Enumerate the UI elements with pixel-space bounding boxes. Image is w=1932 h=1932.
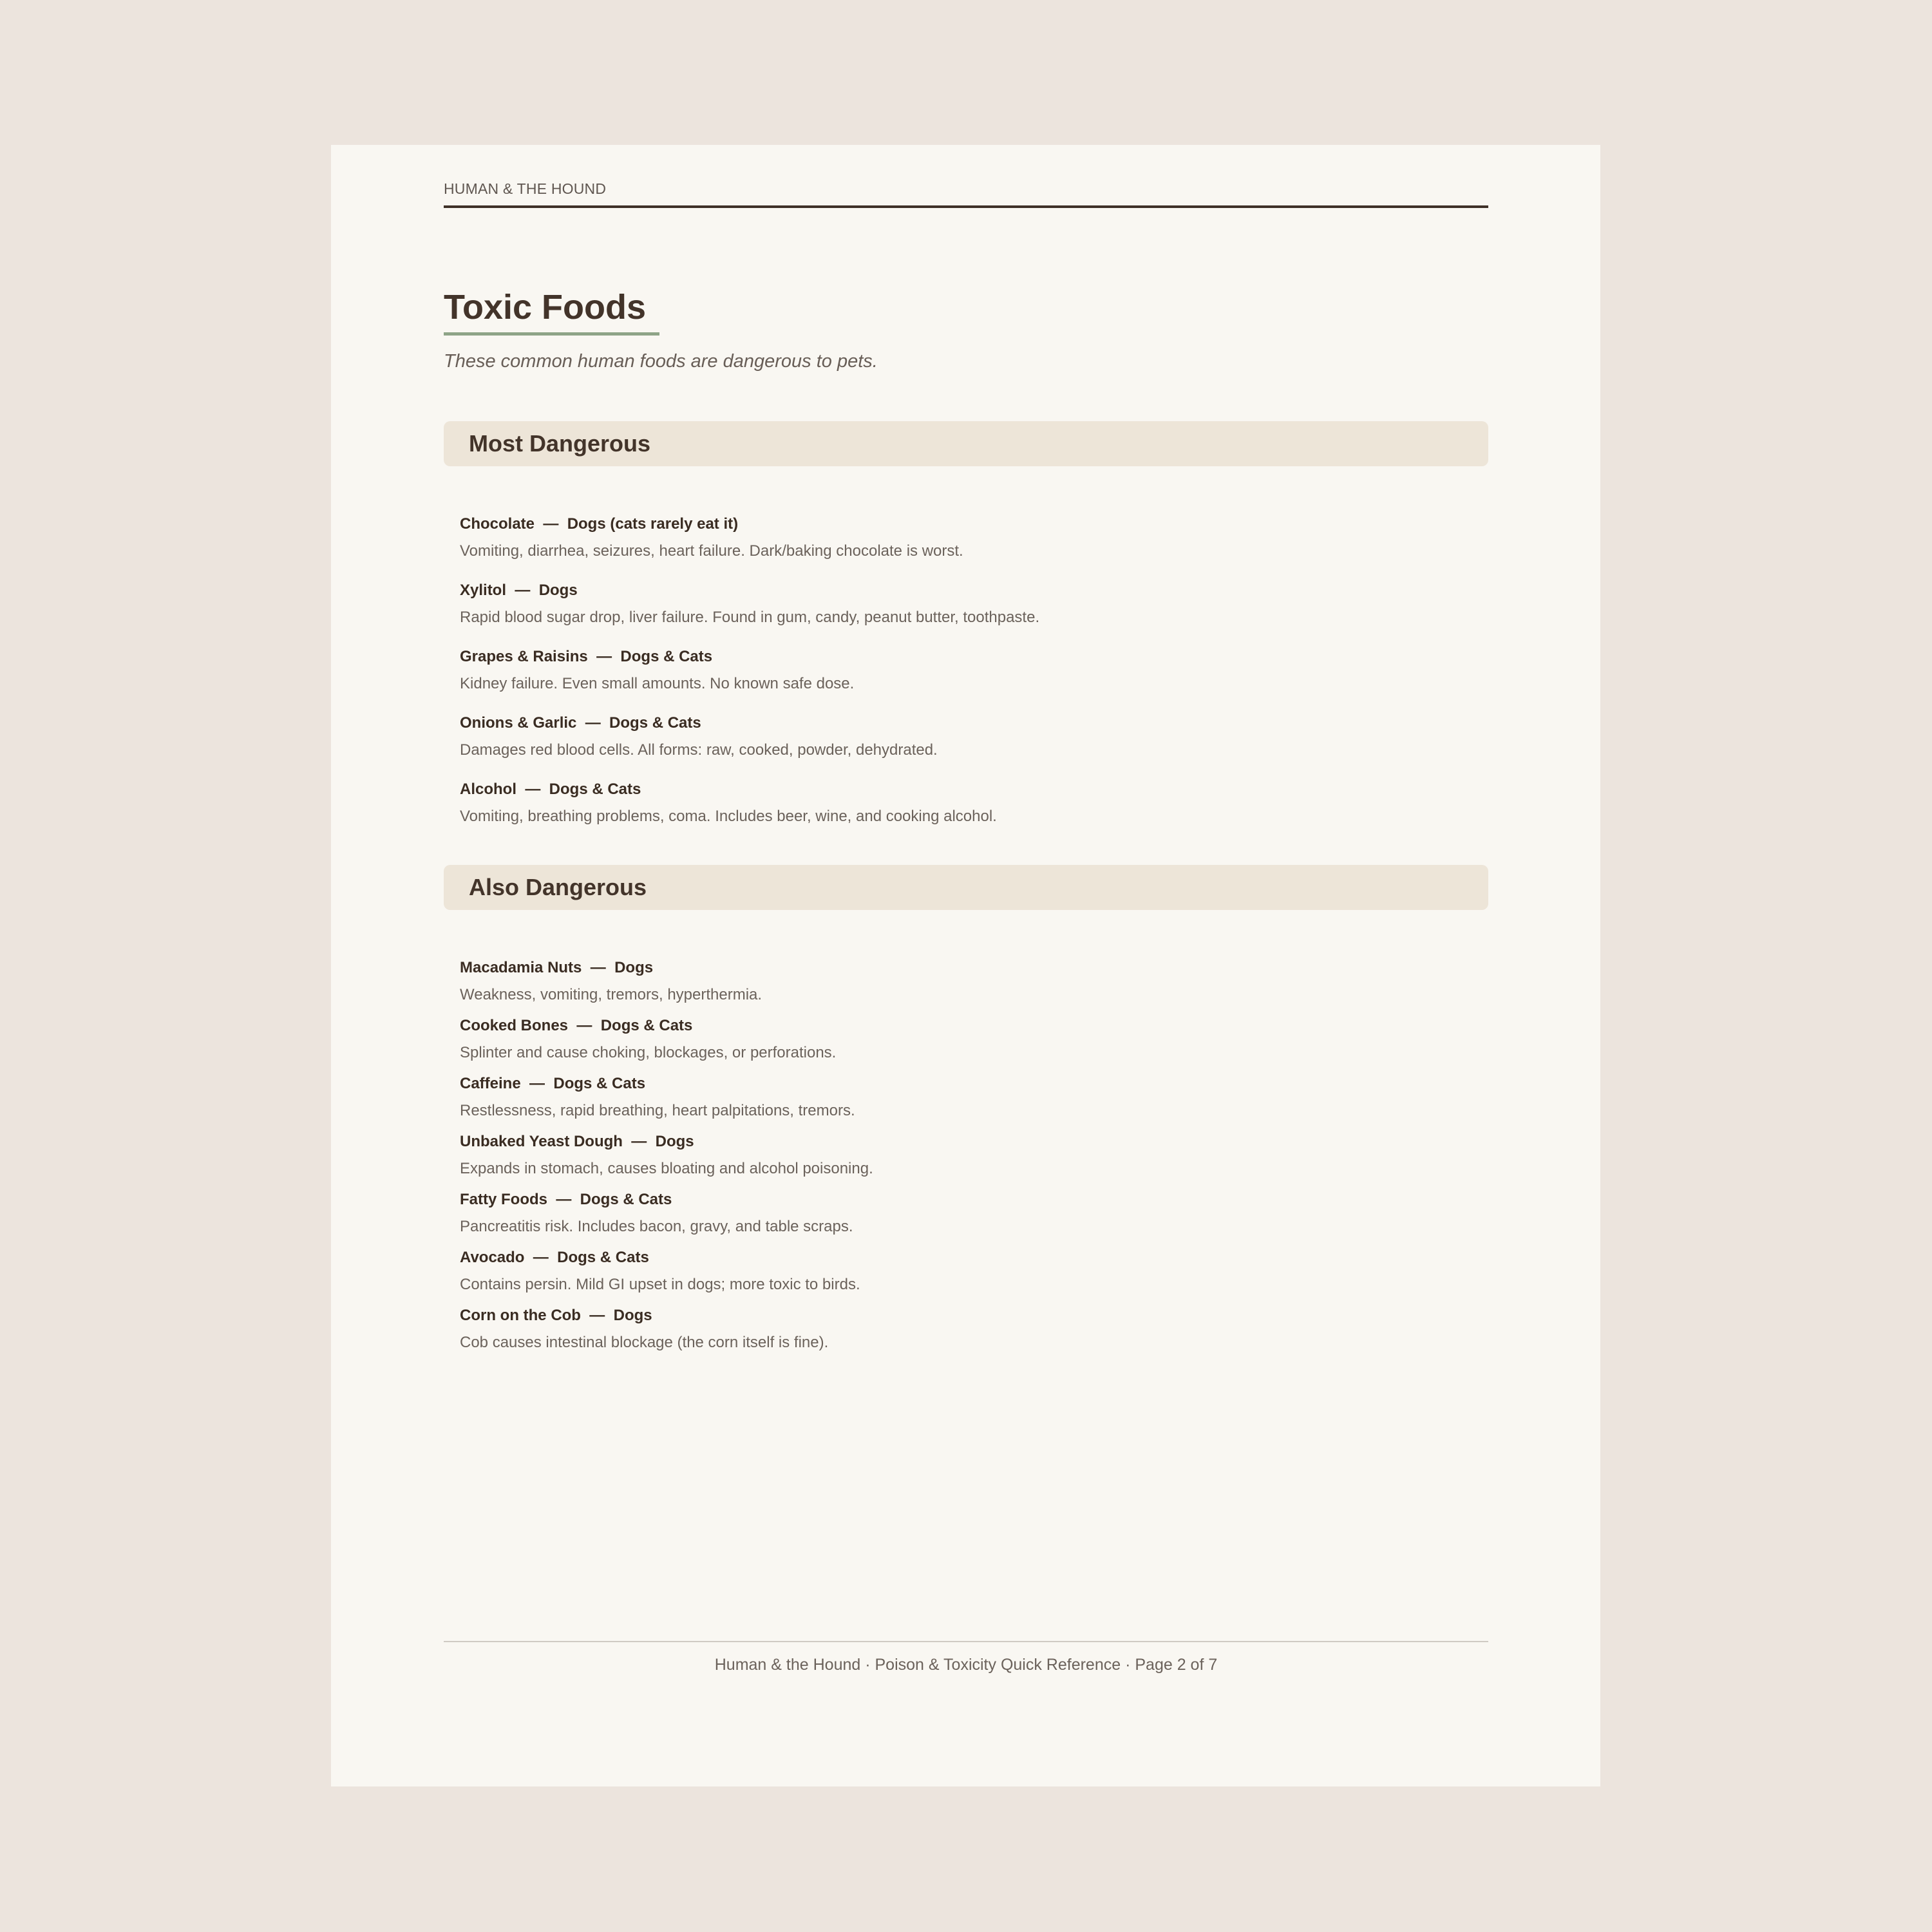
item-description: Rapid blood sugar drop, liver failure. Found in gum, candy, peanut butter, toothpaste. — [460, 608, 1040, 626]
species: Dogs — [655, 1133, 694, 1150]
list-item — [460, 1133, 873, 1179]
list-item — [460, 648, 854, 694]
item-title — [460, 515, 963, 534]
item-title — [460, 582, 1039, 600]
list-item — [460, 1191, 853, 1236]
separator: — — [576, 714, 610, 732]
species: Dogs & Cats — [549, 781, 641, 798]
page-subtitle: These common human foods are dangerous to pets. — [444, 351, 878, 372]
item-title — [460, 648, 854, 667]
item-description: Expands in stomach, causes bloating and alcohol poisoning. — [460, 1159, 873, 1177]
separator: — — [535, 515, 567, 533]
food-name: Chocolate — [460, 515, 535, 533]
item-title — [460, 781, 997, 799]
food-name: Fatty Foods — [460, 1191, 547, 1208]
separator: — — [516, 781, 549, 798]
separator: — — [547, 1191, 580, 1208]
item-description: Splinter and cause choking, blockages, or perforations. — [460, 1043, 837, 1061]
item-title — [460, 1307, 828, 1325]
running-header: HUMAN & THE HOUND — [444, 180, 607, 197]
list-item — [460, 1075, 855, 1121]
list-item — [460, 959, 762, 1005]
list-item — [460, 515, 963, 561]
food-name: Corn on the Cob — [460, 1307, 581, 1324]
item-title — [460, 1133, 873, 1151]
food-name: Avocado — [460, 1249, 525, 1266]
section-heading: Most Dangerous — [469, 430, 651, 457]
section-header-also-dangerous — [444, 865, 1488, 910]
separator: — — [587, 648, 621, 665]
species: Dogs & Cats — [620, 648, 713, 665]
section-header-most-dangerous — [444, 421, 1488, 466]
species: Dogs & Cats — [557, 1249, 649, 1266]
item-description: Restlessness, rapid breathing, heart palpitations, tremors. — [460, 1101, 855, 1119]
item-description: Kidney failure. Even small amounts. No known safe dose. — [460, 674, 855, 692]
food-name: Onions & Garlic — [460, 714, 577, 732]
section-heading: Also Dangerous — [469, 874, 647, 900]
food-name: Grapes & Raisins — [460, 648, 588, 665]
species: Dogs — [538, 582, 578, 599]
document-page — [331, 145, 1600, 1786]
food-name: Alcohol — [460, 781, 516, 798]
page-title: Toxic Foods — [444, 288, 647, 327]
food-name: Caffeine — [460, 1075, 521, 1092]
list-item — [460, 1249, 860, 1294]
item-title — [460, 714, 938, 733]
title-underline — [444, 332, 659, 336]
food-name: Macadamia Nuts — [460, 959, 582, 976]
species: Dogs & Cats — [580, 1191, 672, 1208]
separator: — — [568, 1017, 601, 1034]
item-description: Contains persin. Mild GI upset in dogs; more toxic to birds. — [460, 1275, 860, 1293]
page-content — [444, 145, 1488, 1786]
species: Dogs (cats rarely eat it) — [567, 515, 739, 533]
list-item — [460, 781, 997, 826]
separator: — — [524, 1249, 558, 1266]
species: Dogs & Cats — [609, 714, 701, 732]
footer-rule — [444, 1641, 1488, 1642]
food-name: Unbaked Yeast Dough — [460, 1133, 623, 1150]
item-title — [460, 1017, 836, 1036]
list-item — [460, 714, 938, 760]
item-description: Pancreatitis risk. Includes bacon, gravy, and table scraps. — [460, 1217, 853, 1235]
item-description: Weakness, vomiting, tremors, hyperthermia. — [460, 985, 762, 1003]
separator: — — [622, 1133, 656, 1150]
separator: — — [506, 582, 539, 599]
item-description: Vomiting, diarrhea, seizures, heart failure. Dark/baking chocolate is worst. — [460, 542, 963, 560]
page-footer: Human & the Hound · Poison & Toxicity Quick Reference · Page 2 of 7 — [714, 1656, 1218, 1674]
separator: — — [582, 959, 615, 976]
species: Dogs & Cats — [553, 1075, 646, 1092]
item-title — [460, 1075, 855, 1094]
header-rule — [444, 205, 1488, 208]
list-item — [460, 1307, 828, 1352]
separator: — — [580, 1307, 614, 1324]
list-item — [460, 1017, 836, 1063]
item-description: Vomiting, breathing problems, coma. Includes beer, wine, and cooking alcohol. — [460, 807, 997, 825]
item-title — [460, 959, 762, 978]
food-name: Xylitol — [460, 582, 507, 599]
species: Dogs & Cats — [600, 1017, 693, 1034]
separator: — — [520, 1075, 554, 1092]
item-description: Damages red blood cells. All forms: raw, cooked, powder, dehydrated. — [460, 741, 938, 759]
food-name: Cooked Bones — [460, 1017, 569, 1034]
species: Dogs — [614, 959, 654, 976]
item-title — [460, 1249, 860, 1267]
item-description: Cob causes intestinal blockage (the corn itself is fine). — [460, 1333, 829, 1351]
species: Dogs — [613, 1307, 652, 1324]
item-title — [460, 1191, 853, 1209]
list-item — [460, 582, 1039, 627]
